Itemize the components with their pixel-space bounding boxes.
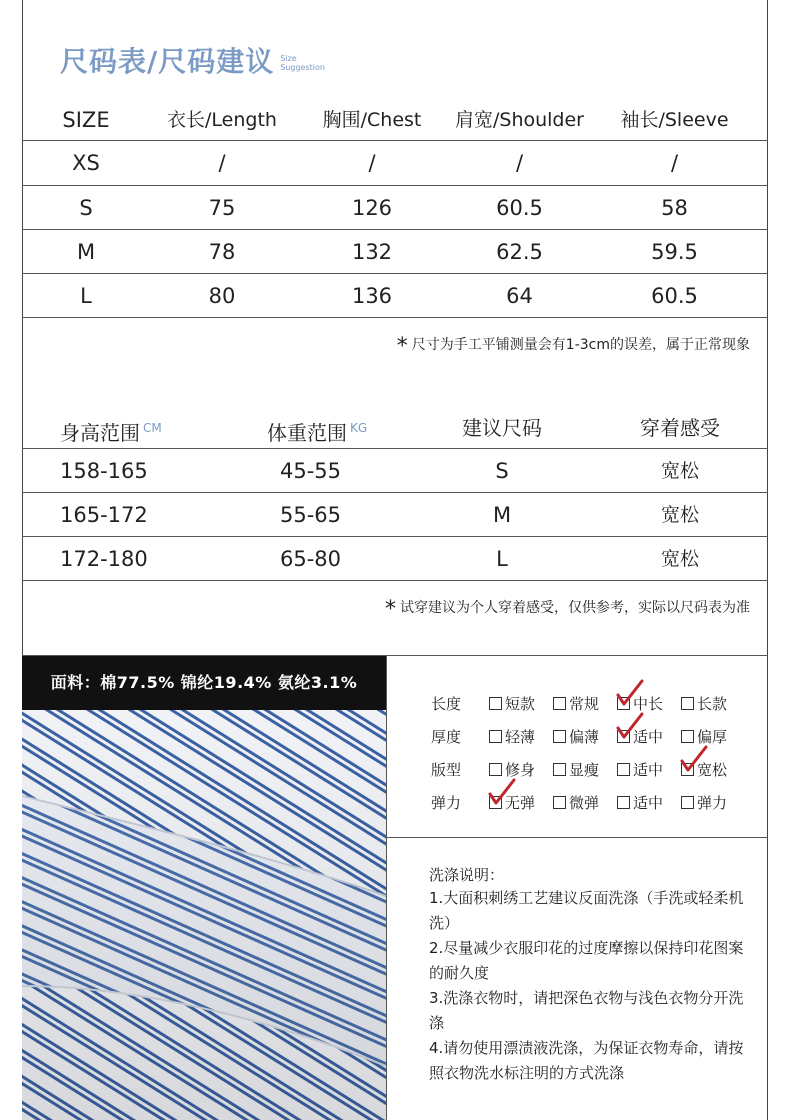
option-label: 中长 xyxy=(633,694,664,713)
checkbox[interactable] xyxy=(489,763,502,776)
option-label: 宽松 xyxy=(697,760,728,779)
checkbox[interactable] xyxy=(553,697,566,710)
garment-properties xyxy=(386,656,768,838)
cell-suggest-size: L xyxy=(496,547,508,571)
option-label: 适中 xyxy=(633,760,664,779)
property-option[interactable] xyxy=(617,726,681,747)
checkbox[interactable] xyxy=(553,763,566,776)
property-option[interactable] xyxy=(617,759,681,780)
cell-sleeve: 60.5 xyxy=(651,284,698,308)
header-shoulder: 肩宽/Shoulder xyxy=(454,109,584,131)
option-label: 修身 xyxy=(505,760,536,779)
property-label: 长度 xyxy=(431,694,462,713)
cell-chest: 136 xyxy=(351,284,393,308)
property-option[interactable] xyxy=(489,726,553,747)
washing-instructions xyxy=(386,838,768,1120)
cell-sleeve: 59.5 xyxy=(651,240,698,264)
property-option[interactable] xyxy=(681,759,745,780)
option-label: 显瘦 xyxy=(569,760,600,779)
property-row xyxy=(431,754,745,784)
property-row xyxy=(431,688,745,718)
cell-shoulder: 62.5 xyxy=(496,240,543,264)
checkbox[interactable] xyxy=(489,697,502,710)
cell-length: / xyxy=(218,151,226,175)
table-row xyxy=(22,493,768,537)
cell-size: S xyxy=(79,196,93,220)
size-table-header xyxy=(22,98,768,142)
cell-weight: 55-65 xyxy=(280,503,342,527)
property-option[interactable] xyxy=(553,759,617,780)
wash-item: 2.尽量减少衣服印花的过度摩擦以保持印花图案的耐久度 xyxy=(429,939,744,982)
option-label: 微弹 xyxy=(569,793,600,812)
size-note xyxy=(397,334,750,359)
note-text: 尺寸为手工平铺测量会有1-3cm的误差，属于正常现象 xyxy=(411,337,750,353)
property-label: 厚度 xyxy=(431,727,462,746)
cell-height: 172-180 xyxy=(60,547,148,571)
cell-size: XS xyxy=(72,151,100,175)
option-label: 常规 xyxy=(569,694,600,713)
cell-shoulder: / xyxy=(515,151,524,175)
cell-length: 78 xyxy=(208,240,236,264)
header-feel: 穿着感受 xyxy=(640,416,720,440)
checkmark-icon xyxy=(679,745,709,775)
note-star: * xyxy=(396,334,408,359)
title-sub-line1: Size xyxy=(280,54,297,63)
header-weight xyxy=(267,406,397,450)
cell-size: M xyxy=(76,240,96,264)
fabric-stripes xyxy=(22,656,386,1120)
table-row xyxy=(22,449,768,493)
checkbox[interactable] xyxy=(617,796,630,809)
option-label: 偏薄 xyxy=(569,727,600,746)
option-label: 偏厚 xyxy=(697,727,728,746)
property-option[interactable] xyxy=(681,693,745,714)
cell-sleeve: 58 xyxy=(661,196,688,220)
option-label: 短款 xyxy=(505,694,536,713)
cell-length: 80 xyxy=(208,284,236,308)
header-height xyxy=(60,406,190,450)
checkbox[interactable] xyxy=(681,697,694,710)
property-label: 弹力 xyxy=(431,793,462,812)
wash-item: 4.请勿使用漂渍液洗涤，为保证衣物寿命，请按照衣物洗水标注明的方式洗涤 xyxy=(429,1039,744,1082)
header-length: 衣长/Length xyxy=(167,109,277,131)
cell-height: 165-172 xyxy=(60,503,148,527)
wash-item: 1.大面积刺绣工艺建议反面洗涤（手洗或轻柔机洗） xyxy=(429,889,744,932)
checkbox[interactable] xyxy=(553,730,566,743)
cell-shoulder: 60.5 xyxy=(496,196,543,220)
property-option[interactable] xyxy=(489,693,553,714)
wash-title: 洗涤说明： xyxy=(429,866,505,884)
fabric-swatch xyxy=(22,656,386,1120)
property-row xyxy=(431,787,745,817)
option-label: 长款 xyxy=(697,694,728,713)
bottom-section xyxy=(22,656,768,1120)
divider xyxy=(22,317,768,318)
header-size: SIZE xyxy=(62,108,110,132)
property-option[interactable] xyxy=(489,759,553,780)
cell-shoulder: 64 xyxy=(506,284,533,308)
property-option[interactable] xyxy=(553,792,617,813)
header-sleeve: 袖长/Sleeve xyxy=(620,109,729,131)
property-option[interactable] xyxy=(617,693,681,714)
checkbox[interactable] xyxy=(681,730,694,743)
table-row xyxy=(22,537,768,581)
checkbox[interactable] xyxy=(553,796,566,809)
cell-suggest-size: S xyxy=(495,459,509,483)
cell-suggest-size: M xyxy=(492,503,512,527)
suggestion-table-header xyxy=(22,406,768,450)
header-suggest-size: 建议尺码 xyxy=(462,416,542,440)
cell-chest: 126 xyxy=(351,196,393,220)
property-option[interactable] xyxy=(553,693,617,714)
note-star: * xyxy=(385,597,396,622)
cell-size: L xyxy=(80,284,92,308)
checkbox[interactable] xyxy=(681,796,694,809)
cell-feel: 宽松 xyxy=(660,504,699,526)
option-label: 适中 xyxy=(633,793,664,812)
cell-chest: / xyxy=(368,151,376,175)
title-main: 尺码表/尺码建议 xyxy=(60,45,275,78)
header-height-label: 身高范围 xyxy=(60,421,140,445)
table-row xyxy=(22,141,768,185)
property-option[interactable] xyxy=(553,726,617,747)
property-option[interactable] xyxy=(617,792,681,813)
cell-feel: 宽松 xyxy=(660,548,699,570)
page-title xyxy=(60,40,325,80)
table-row xyxy=(22,230,768,274)
cell-chest: 132 xyxy=(351,240,393,264)
header-chest: 胸围/Chest xyxy=(322,109,422,131)
cell-weight: 65-80 xyxy=(280,547,342,571)
checkmark-icon xyxy=(487,778,517,808)
property-option[interactable] xyxy=(489,792,553,813)
cell-height: 158-165 xyxy=(60,459,148,483)
option-label: 轻薄 xyxy=(505,727,536,746)
fabric-composition: 面料：棉77.5% 锦纶19.4% 氨纶3.1% xyxy=(22,656,386,710)
checkbox[interactable] xyxy=(617,763,630,776)
property-option[interactable] xyxy=(681,792,745,813)
header-weight-label: 体重范围 xyxy=(267,421,347,445)
cell-sleeve: / xyxy=(670,151,679,175)
option-label: 无弹 xyxy=(505,793,536,812)
title-sub xyxy=(280,54,325,72)
note-text: 试穿建议为个人穿着感受，仅供参考，实际以尺码表为准 xyxy=(400,600,750,616)
unit-kg: KG xyxy=(350,421,368,435)
option-label: 弹力 xyxy=(697,793,728,812)
wash-item: 3.洗涤衣物时，请把深色衣物与浅色衣物分开洗涤 xyxy=(429,989,744,1032)
property-label: 版型 xyxy=(431,760,462,779)
cell-feel: 宽松 xyxy=(660,460,699,482)
option-label: 适中 xyxy=(633,727,664,746)
table-row xyxy=(22,274,768,318)
cell-weight: 45-55 xyxy=(280,459,342,483)
title-sub-line2: Suggestion xyxy=(280,63,325,72)
unit-cm: CM xyxy=(143,421,162,435)
checkbox[interactable] xyxy=(489,730,502,743)
suggestion-note xyxy=(385,597,750,622)
property-option[interactable] xyxy=(681,726,745,747)
checkmark-icon xyxy=(615,679,645,709)
checkmark-icon xyxy=(615,712,645,742)
divider xyxy=(22,580,768,581)
cell-length: 75 xyxy=(208,196,236,220)
table-row xyxy=(22,186,768,230)
